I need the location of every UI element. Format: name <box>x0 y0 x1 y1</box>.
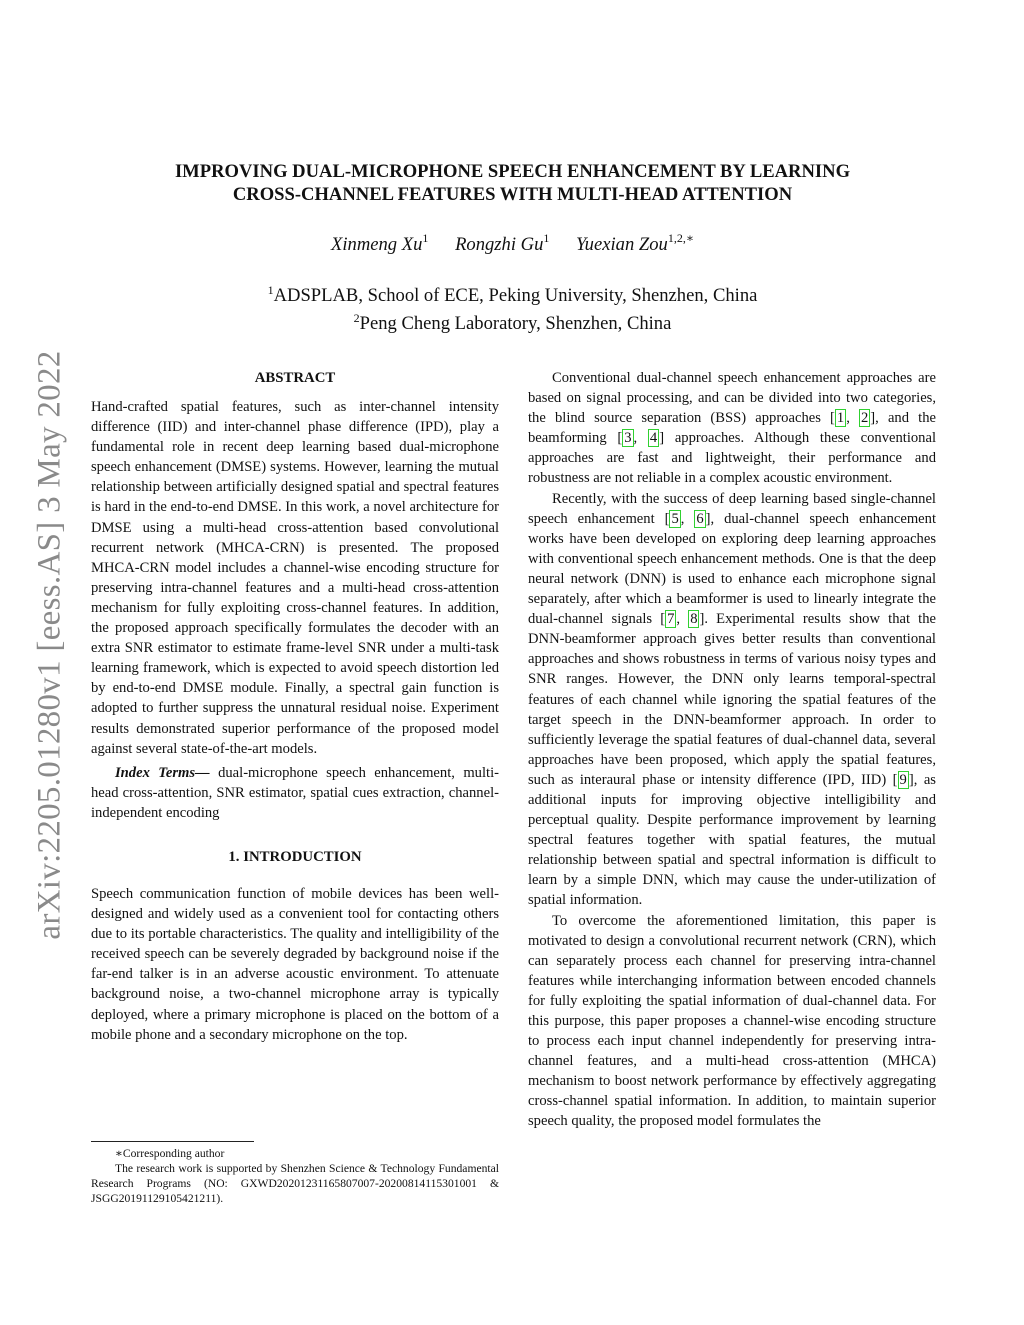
funding-note: The research work is supported by Shenzhen Science & Technology Fundamental Research Programs (NO: GXWD20201231165807007-20200814115301001 & JSGG20191129105421211). <box>91 1162 499 1205</box>
arxiv-identifier: arXiv:2205.01280v1 [eess.AS] 3 May 2022 <box>31 350 68 940</box>
citation-link[interactable]: 9 <box>899 771 907 788</box>
citation-link[interactable]: 5 <box>671 510 679 527</box>
citation-link[interactable]: 1 <box>836 410 845 427</box>
paper-title <box>110 160 915 206</box>
citation-link[interactable]: 7 <box>667 611 675 628</box>
author: Xinmeng Xu$^1$ <box>331 231 429 256</box>
index-terms-label: Index Terms— <box>115 764 210 781</box>
introduction-heading: 1. INTRODUCTION <box>228 848 362 865</box>
introduction-paragraph: Speech communication function of mobile devices has been well-designed and widely used as a convenient tool for contacting others due to its portable characteristics. The quality and intelligibility of the received speech can be severely degraded by background noise if the far-end talker is in an adverse acoustic environment. To attenuate background noise, a two-channel microphone array is typically deployed, where a primary microphone is placed on the bottom of a mobile phone and a secondary microphone on the top. <box>91 885 499 1043</box>
right-column <box>528 368 936 1132</box>
footnote-rule <box>91 1141 254 1142</box>
affiliations <box>110 279 915 335</box>
author: Yuexian Zou$^{1,2,∗}$ <box>576 231 694 256</box>
left-column <box>91 368 499 1045</box>
citation-link[interactable]: 4 <box>649 430 658 447</box>
index-terms <box>91 763 499 823</box>
body-paragraph: Conventional dual-channel speech enhancement approaches are based on signal processing, and can be divided into two categories, the blind source separation (BSS) approaches [ 1 , 2 ], and the beamforming [ 3 , 4 ] approaches. Although these conventional approaches are fast and lightweight, their performance and robustness are not reliable in a complex acoustic environment. <box>528 370 936 487</box>
affiliation: $^2$Peng Cheng Laboratory, Shenzhen, China <box>353 311 672 335</box>
index-terms-text: dual-microphone speech enhancement, multi-head cross-attention, SNR estimator, spatial cues extraction, channel-independent encoding <box>91 764 499 821</box>
citation-link[interactable]: 6 <box>696 510 704 527</box>
body-paragraph: To overcome the aforementioned limitation, this paper is motivated to design a convolutional recurrent network (CRN), which can separately process each channel for preserving intra-channel features while interchanging information between encoded channels for fully exploiting the spatial information of dual-channel data. For this purpose, this paper proposes a channel-wise encoding structure to process each input channel independently for preserving intra-channel features, and a multi-head cross-attention (MHCA) mechanism to boost network performance by effectively aggregating cross-channel spatial information. In addition, to maintain superior speech quality, the proposed model formulates the <box>528 912 936 1130</box>
affiliation: $^1$ADSPLAB, School of ECE, Peking University, Shenzhen, China <box>267 283 758 307</box>
footnotes <box>91 1141 499 1206</box>
abstract-heading: ABSTRACT <box>254 370 336 386</box>
citation-link[interactable]: 8 <box>690 611 698 628</box>
corresponding-author-note: ∗Corresponding author <box>115 1147 225 1160</box>
author-list <box>110 232 915 256</box>
arxiv-sidebar <box>30 345 70 945</box>
citation-link[interactable]: 3 <box>624 430 632 447</box>
citation-link[interactable]: 2 <box>861 410 869 427</box>
author: Rongzhi Gu$^1$ <box>455 231 550 256</box>
title-line-1: IMPROVING DUAL-MICROPHONE SPEECH ENHANCEMENT BY LEARNING <box>174 161 851 182</box>
abstract-body: Hand-crafted spatial features, such as inter-channel intensity difference (IID) and inter-channel phase difference (IPD), play a fundamental role in recent deep learning based dual-microphone speech enhancement (DMSE) systems. However, learning the mutual relationship between artificially designed spatial and spectral features is hard in the end-to-end DMSE. In this work, a novel architecture for DMSE using a multi-head cross-attention based convolutional recurrent network (MHCA-CRN) is presented. The proposed MHCA-CRN model includes a channel-wise encoding structure for preserving intra-channel features and a multi-head cross-attention mechanism for fully exploiting cross-channel features. In addition, the proposed approach specifically formulates the decoder with an extra SNR estimator to estimate frame-level SNR under a multi-task learning framework, which is expected to avoid speech distortion led by end-to-end DMSE module. Finally, a spectral gain function is adopted to further suppress the unnatural residual noise. Experiment results demonstrated superior performance of the proposed model against several state-of-the-art models. <box>91 399 499 757</box>
title-line-2: CROSS-CHANNEL FEATURES WITH MULTI-HEAD ATTENTION <box>232 184 793 205</box>
body-paragraph: Recently, with the success of deep learning based single-channel speech enhancement [ 5 , 6 ], dual-channel speech enhancement works have been developed on exploring deep learning approaches with conventional speech enhancement methods. One is that the deep neural network (DNN) is used to enhance each microphone signal separately, after which a beamformer is used to linearly integrate the dual-channel signals [ 7 , 8 ]. Experimental results show that the DNN-beamformer approach gives better results than conventional approaches and shows robustness in terms of various noisy types and SNR ranges. However, the DNN only learns temporal-spectral features of each channel while ignoring the spatial features of the target speech in the DNN-beamformer approach. In order to sufficiently leverage the spatial features of dual-channel data, several approaches have been proposed, which apply the spatial features, such as interaural phase or intensity difference (IPD, IID) [ 9 ], as additional inputs for improving objective intelligibility and perceptual quality. Despite performance improvement by learning spectral features together with spatial features, the mutual relationship between spatial and spectral information is difficult to learn by a simple DNN, which may cause the under-utilization of spatial information. <box>528 490 937 909</box>
